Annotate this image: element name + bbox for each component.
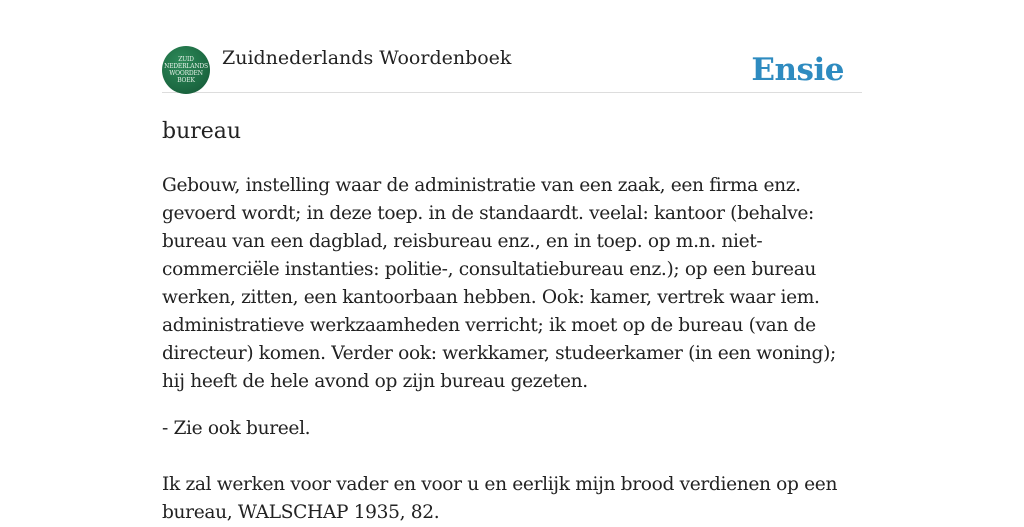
- logo-lettering: ZUID NEDERLANDS WOORDEN BOEK: [164, 56, 208, 84]
- dictionary-card: [162, 44, 862, 527]
- dictionary-logo: [162, 46, 210, 94]
- see-also-text: - Zie ook bureel.: [162, 418, 311, 439]
- brand-logo[interactable]: Ensie: [751, 52, 844, 88]
- definition-text: Gebouw, instelling waar de administratie van een zaak, een firma enz. gevoerd wordt; in deze toep. in de standaardt. veelal: kantoor (behalve: bureau van een dagblad, reisbureau enz., en in toep. op m.n. niet-commerciële instanties: politie-, consultatiebureau enz.); op een bureau werken, zitten, een kantoorbaan hebben. Ook: kamer, vertrek waar iem. administratieve werkzaamheden verricht; ik moet op de bureau (van de directeur) komen. Verder ook: werkkamer, studeerkamer (in een woning); hij heeft de hele avond op zijn bureau gezeten.: [162, 175, 836, 392]
- example-quote: Ik zal werken voor vader en voor u en eerlijk mijn brood verdienen op een bureau, WALSCHAP 1935, 82.: [162, 474, 838, 523]
- source-title[interactable]: Zuidnederlands Woordenboek: [222, 47, 512, 69]
- card-header: [162, 44, 862, 93]
- headword: bureau: [162, 119, 242, 144]
